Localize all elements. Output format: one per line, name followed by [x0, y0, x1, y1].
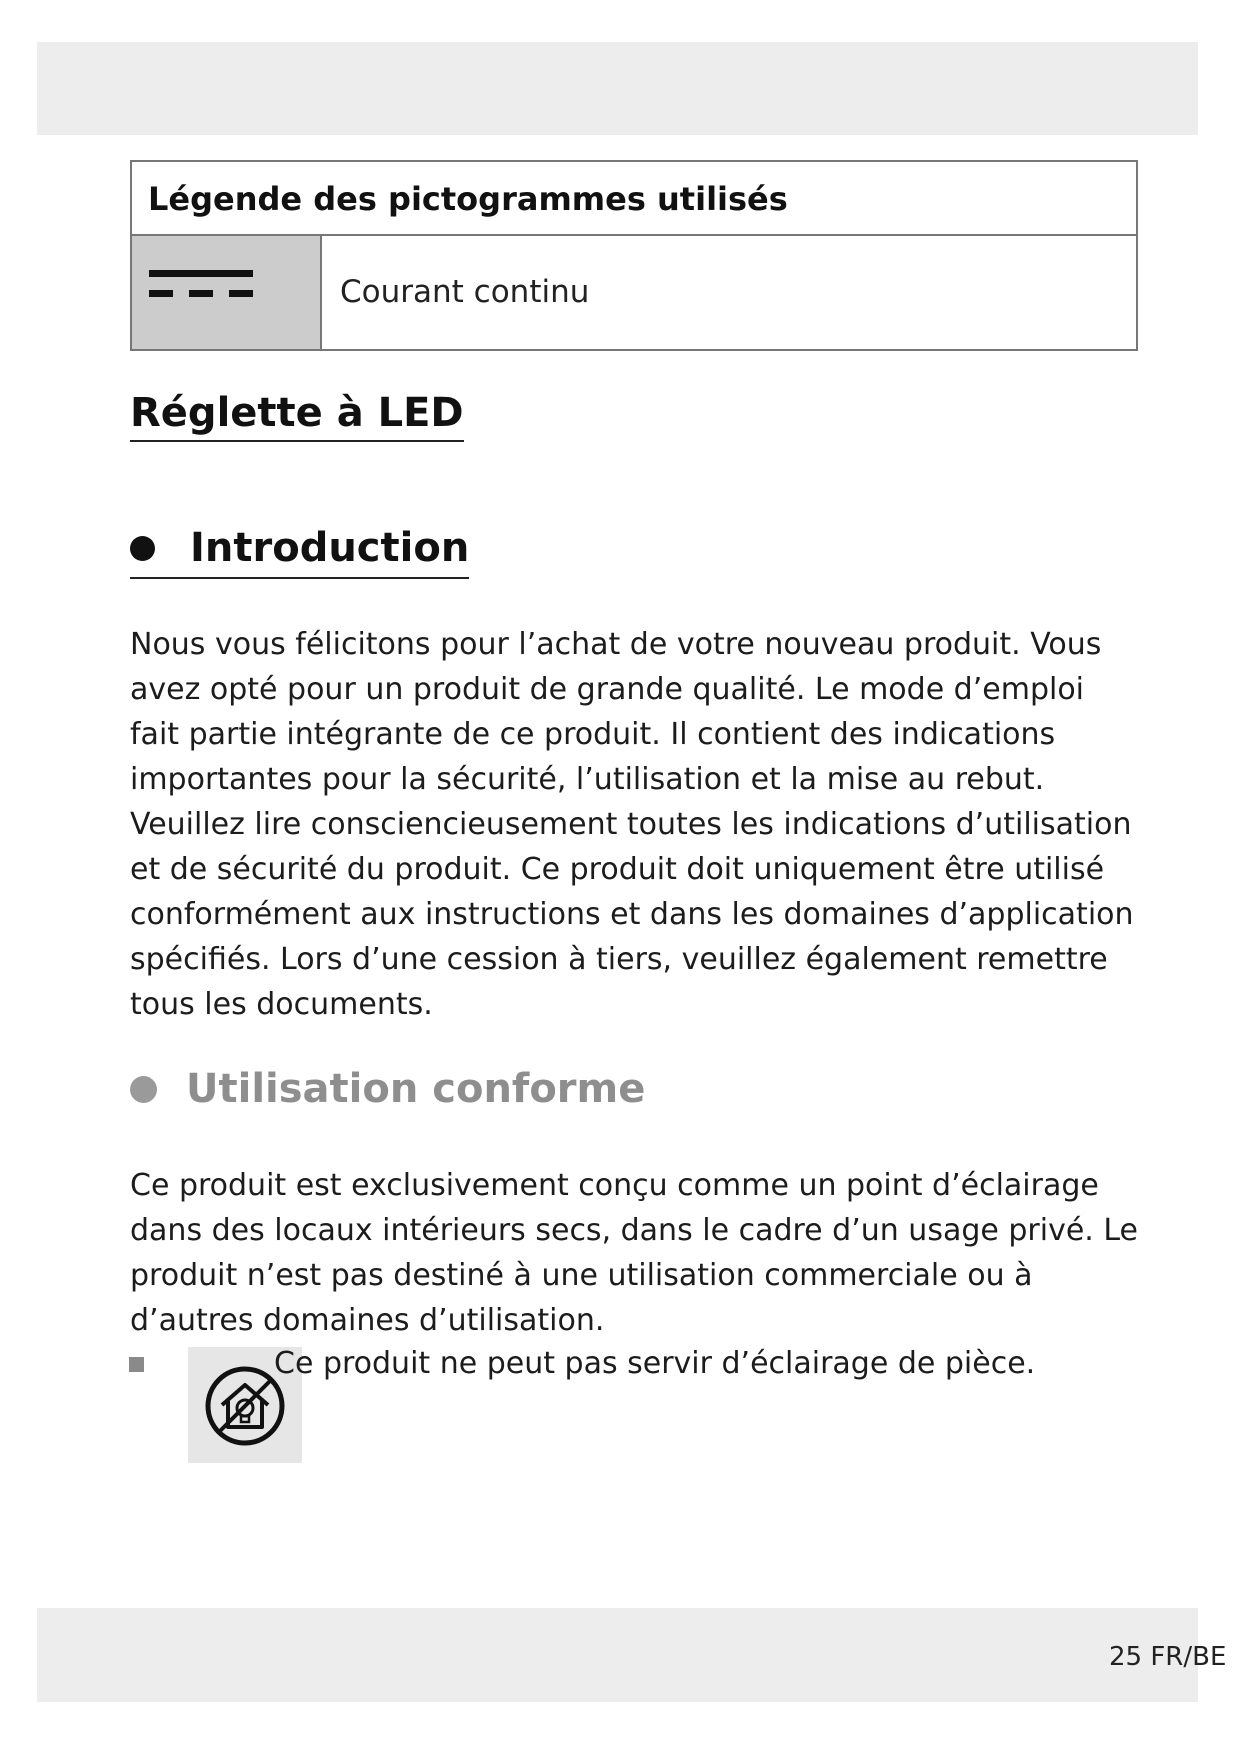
- legend-label: Courant continu: [340, 274, 590, 310]
- direct-current-icon: [149, 268, 253, 302]
- legend-title: Légende des pictogrammes utilisés: [132, 162, 1136, 236]
- intended-use-heading: [130, 1066, 645, 1112]
- product-title: Réglette à LED: [130, 390, 464, 442]
- bullet-dot-icon: [130, 1076, 157, 1103]
- legend-symbol-cell: [132, 236, 322, 349]
- intended-use-paragraph: Ce produit est exclusivement conçu comme un point d’éclairage dans des locaux intérieurs secs, dans le cadre d’un usage privé. Le produit n’est pas destiné à une utilisation commerciale ou à d’autres domaines d’utilisation.: [130, 1168, 1139, 1338]
- bullet-dot-icon: [130, 536, 155, 561]
- header-band: [37, 42, 1198, 135]
- legend-row: [132, 236, 1136, 349]
- introduction-paragraph: Nous vous félicitons pour l’achat de votre nouveau produit. Vous avez opté pour un produit de grande qualité. Le mode d’emploi fait partie intégrante de ce produit. Il contient des indications importantes pour la sécurité, l’utilisation et la mise au rebut. Veuillez lire consciencieusement toutes les indications d’utilisation et de sécurité du produit. Ce produit doit uniquement être utilisé conformément aux instructions et dans les domaines d’application spécifiés. Lors d’une cession à tiers, veuillez également remettre tous les documents.: [130, 627, 1134, 1022]
- list-bullet-icon: [129, 1357, 144, 1372]
- intended-use-heading-text: Utilisation conforme: [186, 1066, 646, 1112]
- page-number: 25 FR/BE: [1109, 1642, 1227, 1672]
- introduction-heading-text: Introduction: [190, 525, 470, 571]
- footer-band: [37, 1608, 1227, 1702]
- introduction-heading: [130, 525, 469, 579]
- pictogram-legend-table: [130, 160, 1138, 351]
- intended-use-bullet: Ce produit ne peut pas servir d’éclairage de pièce.: [274, 1346, 1036, 1381]
